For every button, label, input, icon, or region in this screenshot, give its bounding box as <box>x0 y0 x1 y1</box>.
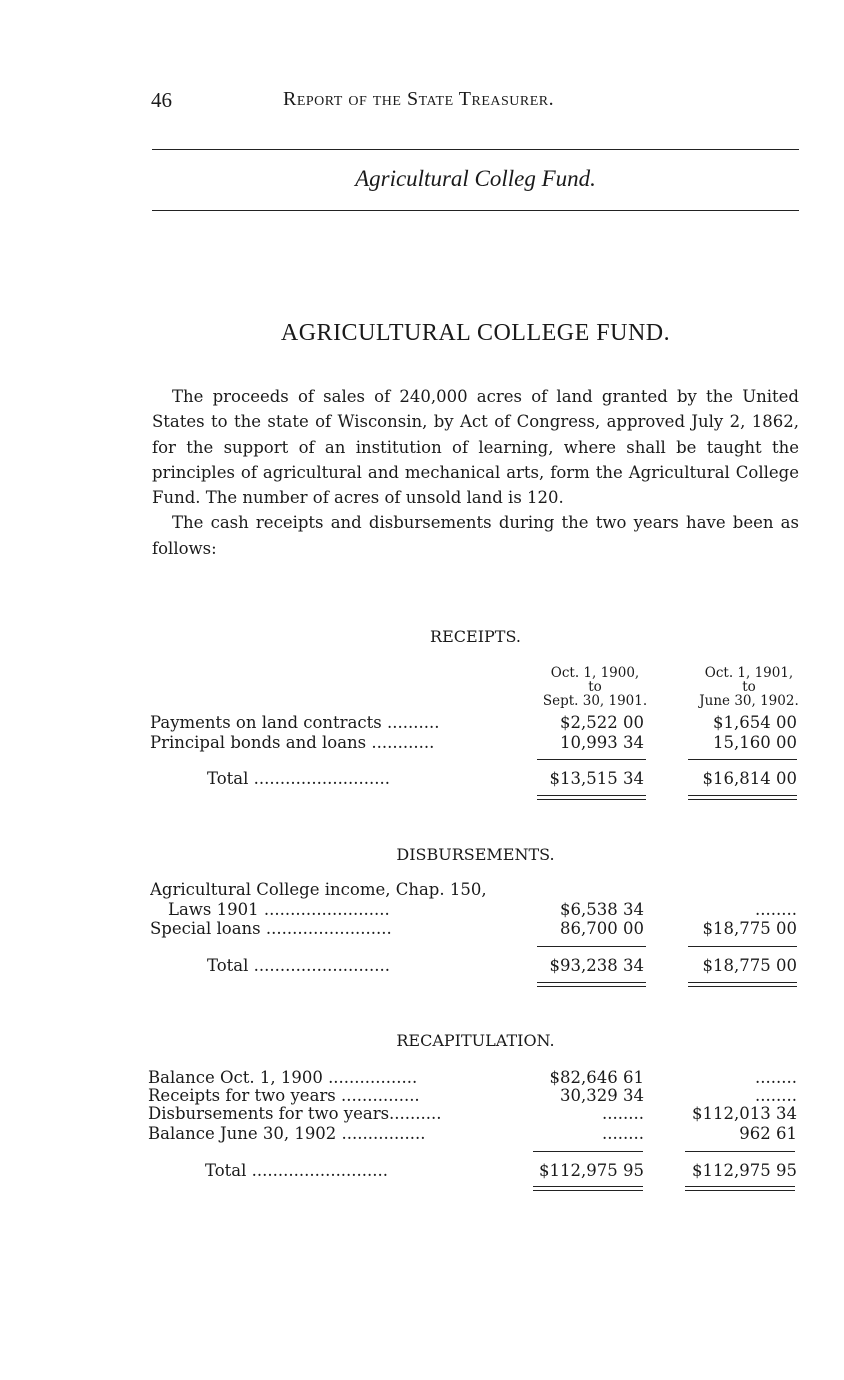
col1-header-until: Sept. 30, 1901. <box>542 693 648 709</box>
total-double-rule <box>533 1186 643 1191</box>
subheading-rule <box>152 210 799 211</box>
table-cell-value: $112,013 34 <box>692 1104 797 1123</box>
col2-header-to: to <box>742 679 756 695</box>
table-cell-value: 962 61 <box>739 1124 797 1143</box>
intro-text <box>152 384 799 561</box>
table-row-label: Balance Oct. 1, 1900 ................. <box>148 1068 418 1087</box>
table-row-label: Receipts for two years ............... <box>148 1086 420 1105</box>
subtotal-rule <box>685 1151 795 1152</box>
table-cell-value: $6,538 34 <box>560 900 644 919</box>
col1-header-to: to <box>588 679 602 695</box>
total-label: Total .......................... <box>205 1161 389 1180</box>
page-title: AGRICULTURAL COLLEGE FUND. <box>280 320 671 346</box>
subtotal-rule <box>537 946 646 947</box>
table-row-label: Payments on land contracts .......... <box>150 713 440 732</box>
total-label: Total .......................... <box>207 956 391 975</box>
table-cell-value: $2,522 00 <box>560 713 644 732</box>
total-value: $18,775 00 <box>702 956 797 975</box>
top-rule <box>152 149 799 150</box>
receipts-col1-header <box>530 666 660 708</box>
receipts-col2-header <box>684 666 814 708</box>
table-cell-value: $82,646 61 <box>549 1068 644 1087</box>
table-cell-value: ........ <box>755 1086 797 1105</box>
col2-header-until: June 30, 1902. <box>699 693 799 709</box>
table-cell-value: ........ <box>755 900 797 919</box>
running-title: Report of the State Treasurer. <box>283 88 555 110</box>
page-number: 46 <box>151 88 172 112</box>
table-cell-value: ........ <box>602 1124 644 1143</box>
total-value: $16,814 00 <box>702 769 797 788</box>
subtotal-rule <box>688 946 797 947</box>
table-row-label: Laws 1901 ........................ <box>168 900 390 919</box>
col1-header-from: Oct. 1, 1900, <box>550 665 640 681</box>
subtotal-rule <box>533 1151 643 1152</box>
table-row-label: Special loans ........................ <box>150 919 392 938</box>
table-cell-value: $1,654 00 <box>713 713 797 732</box>
table-cell-value: 30,329 34 <box>560 1086 644 1105</box>
receipts-heading: RECEIPTS. <box>430 627 521 646</box>
total-double-rule <box>688 795 797 800</box>
total-value: $112,975 95 <box>692 1161 797 1180</box>
table-cell-value: 86,700 00 <box>560 919 644 938</box>
table-row-label: Principal bonds and loans ............ <box>150 733 435 752</box>
total-double-rule <box>537 795 646 800</box>
table-cell-value: 15,160 00 <box>713 733 797 752</box>
col2-header-from: Oct. 1, 1901, <box>704 665 794 681</box>
total-double-rule <box>688 982 797 987</box>
disbursements-heading: DISBURSEMENTS. <box>396 845 555 864</box>
section-subheading: Agricultural Colleg Fund. <box>355 166 596 191</box>
total-value: $112,975 95 <box>539 1161 644 1180</box>
subtotal-rule <box>688 759 797 760</box>
table-row-label: Disbursements for two years.......... <box>148 1104 442 1123</box>
total-double-rule <box>537 982 646 987</box>
paragraph-proceeds: The proceeds of sales of 240,000 acres of land granted by the United States to the state of Wisconsin, by Act of Congress, approved July 2, 1862, for the support of an institution of learning, where shall be taught the principles of agricultural and mechanical arts, form the Agricultural College Fund. The number of acres of unsold land is 120. <box>152 387 799 508</box>
table-cell-value: 10,993 34 <box>560 733 644 752</box>
total-value: $93,238 34 <box>549 956 644 975</box>
recapitulation-heading: RECAPITULATION. <box>396 1031 555 1050</box>
table-cell-value: $18,775 00 <box>702 919 797 938</box>
table-row-label: Agricultural College income, Chap. 150, <box>150 880 487 899</box>
paragraph-receipts-intro: The cash receipts and disbursements during the two years have been as follows: <box>152 513 799 558</box>
subtotal-rule <box>537 759 646 760</box>
total-value: $13,515 34 <box>549 769 644 788</box>
table-cell-value: ........ <box>602 1104 644 1123</box>
total-label: Total .......................... <box>207 769 391 788</box>
total-double-rule <box>685 1186 795 1191</box>
table-row-label: Balance June 30, 1902 ................ <box>148 1124 426 1143</box>
table-cell-value: ........ <box>755 1068 797 1087</box>
